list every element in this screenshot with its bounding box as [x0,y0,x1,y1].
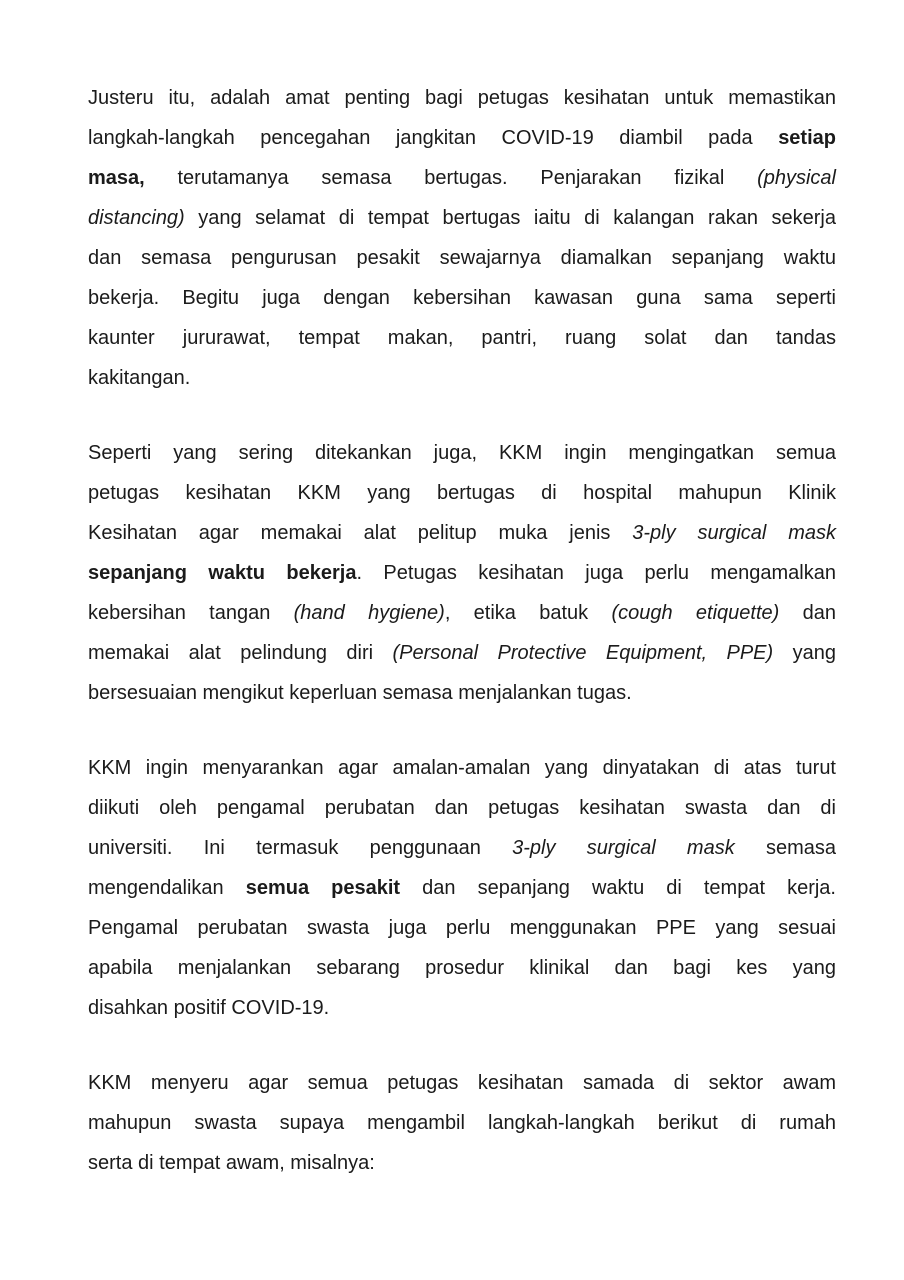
text-line [88,553,836,593]
text-line [88,633,836,673]
text-segment: , etika batuk [444,602,612,624]
text-segment: dan sepanjang waktu di tempat kerja. [400,877,836,899]
text-segment: semasa [734,837,836,859]
document-body [88,78,836,1183]
text-segment: distancing) [88,207,185,229]
text-line [88,673,836,713]
text-segment: mengendalikan [88,877,246,899]
text-line [88,828,836,868]
text-segment: bekerja. Begitu juga dengan kebersihan kawasan guna sama seperti [88,287,836,309]
text-segment: (hand hygiene) [293,602,445,624]
text-segment: kakitangan. [88,367,191,389]
text-line [88,948,836,988]
text-line [88,788,836,828]
text-segment: KKM ingin menyarankan agar amalan-amalan yang dinyatakan di atas turut [88,757,836,779]
text-segment: kebersihan tangan [88,602,294,624]
text-segment: universiti. Ini termasuk penggunaan [88,837,513,859]
text-line [88,358,836,398]
text-line [88,278,836,318]
text-line [88,1143,836,1183]
text-line [88,1103,836,1143]
text-segment: Kesihatan agar memakai alat pelitup muka jenis [88,522,633,544]
text-segment: mahupun swasta supaya mengambil langkah-langkah berikut di rumah [88,1112,836,1134]
text-line [88,198,836,238]
paragraph [88,1063,836,1183]
text-line [88,78,836,118]
text-line [88,473,836,513]
text-segment: Seperti yang sering ditekankan juga, KKM ingin mengingatkan semua [88,442,836,464]
text-line [88,1063,836,1103]
text-segment: masa, [88,167,145,189]
text-segment: langkah-langkah pencegahan jangkitan COVID-19 diambil pada [88,127,779,149]
text-segment: sepanjang waktu bekerja [88,562,357,584]
text-segment: semua pesakit [245,877,401,899]
text-segment: dan [779,602,836,624]
text-segment: Justeru itu, adalah amat penting bagi petugas kesihatan untuk memastikan [88,87,836,109]
text-line [88,593,836,633]
text-segment: serta di tempat awam, misalnya: [88,1152,375,1174]
text-segment: petugas kesihatan KKM yang bertugas di hospital mahupun Klinik [88,482,836,504]
paragraph [88,433,836,713]
text-segment: yang [773,642,836,664]
text-segment: (Personal Protective Equipment, PPE) [392,642,774,664]
text-segment: diikuti oleh pengamal perubatan dan petugas kesihatan swasta dan di [88,797,836,819]
paragraph [88,78,836,398]
text-segment: memakai alat pelindung diri [88,642,393,664]
text-segment: 3-ply surgical mask [632,522,837,544]
text-segment: dan semasa pengurusan pesakit sewajarnya diamalkan sepanjang waktu [88,247,836,269]
text-segment: 3-ply surgical mask [512,837,735,859]
text-segment: (physical [757,167,836,189]
text-line [88,158,836,198]
text-line [88,988,836,1028]
text-segment: apabila menjalankan sebarang prosedur klinikal dan bagi kes yang [88,957,836,979]
text-segment: setiap [778,127,836,149]
text-line [88,433,836,473]
text-line [88,238,836,278]
text-segment: terutamanya semasa bertugas. Penjarakan fizikal [144,167,758,189]
text-segment: bersesuaian mengikut keperluan semasa menjalankan tugas. [88,682,632,704]
text-line [88,513,836,553]
text-segment: yang selamat di tempat bertugas iaitu di kalangan rakan sekerja [184,207,836,229]
text-line [88,908,836,948]
text-line [88,118,836,158]
text-segment: disahkan positif COVID-19. [88,997,330,1019]
text-line [88,318,836,358]
text-segment: Pengamal perubatan swasta juga perlu menggunakan PPE yang sesuai [88,917,836,939]
text-segment: (cough etiquette) [611,602,780,624]
text-line [88,868,836,908]
text-line [88,748,836,788]
text-segment: . Petugas kesihatan juga perlu mengamalkan [356,562,836,584]
text-segment: KKM menyeru agar semua petugas kesihatan samada di sektor awam [88,1072,836,1094]
paragraph [88,748,836,1028]
text-segment: kaunter jururawat, tempat makan, pantri, ruang solat dan tandas [88,327,836,349]
